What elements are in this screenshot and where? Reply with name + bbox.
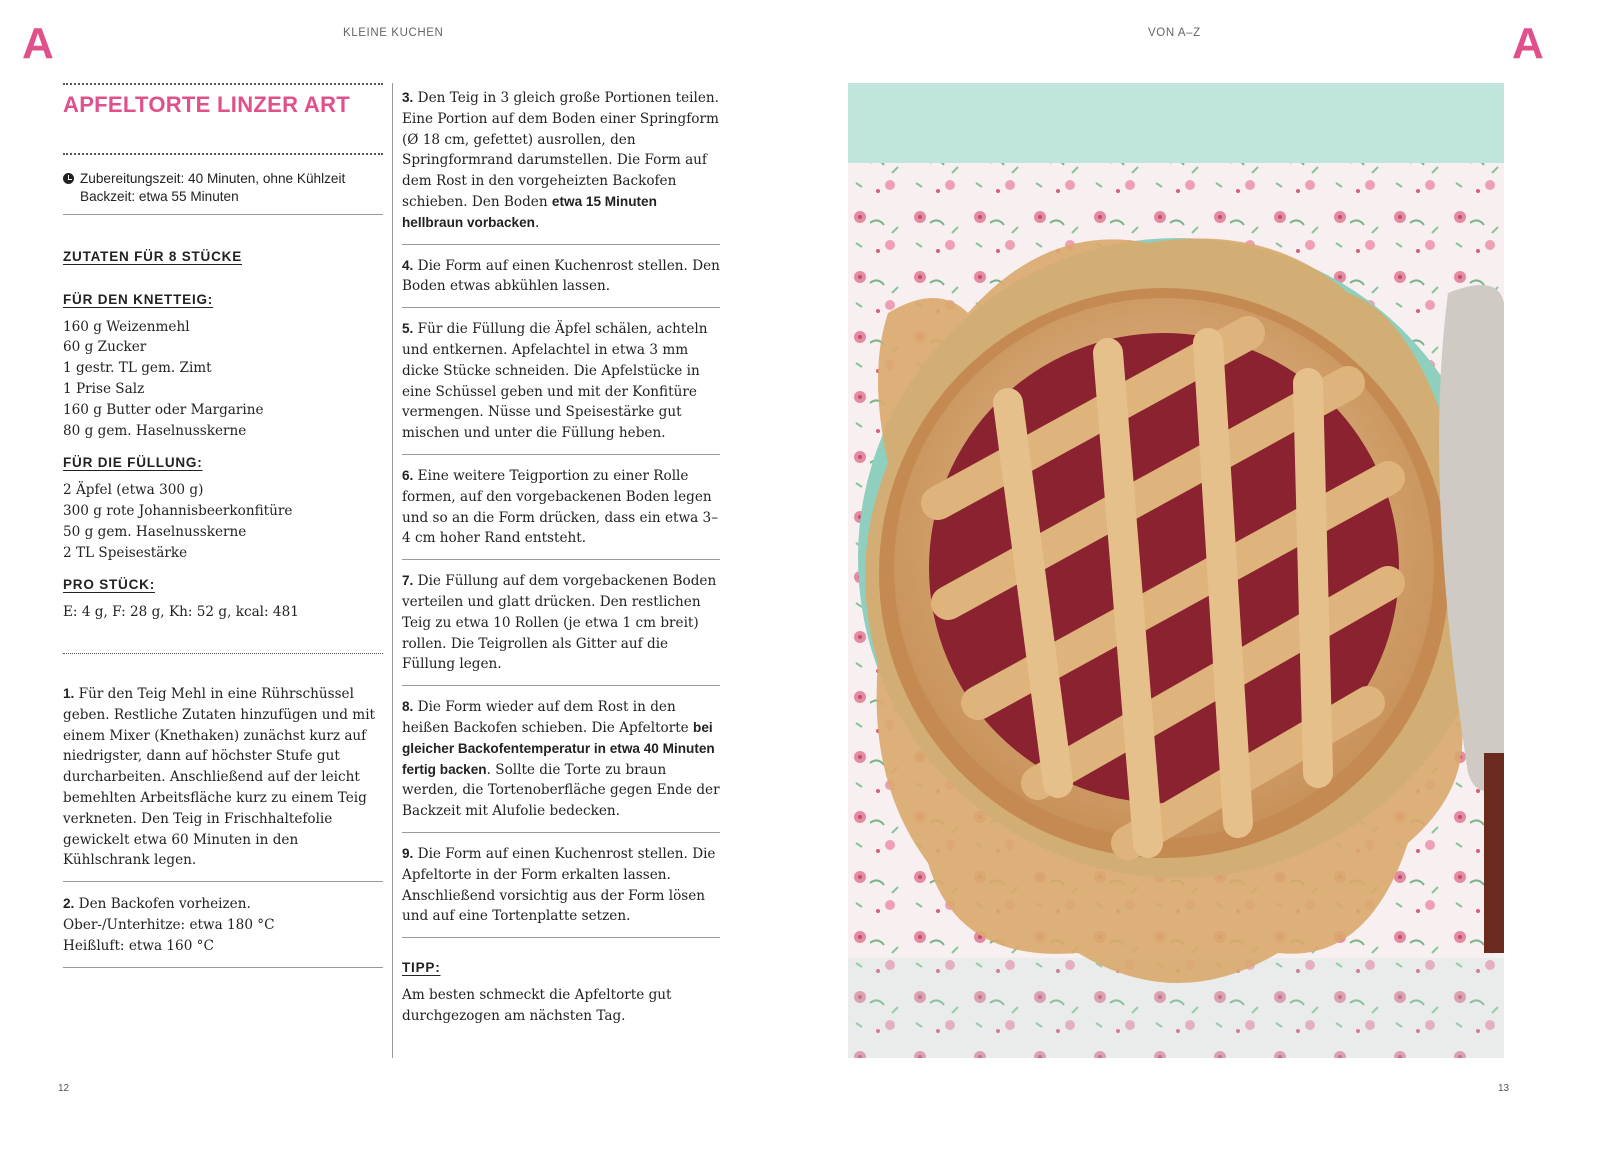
oven-setting: Heißluft: etwa 160 °C xyxy=(63,937,214,954)
ingredient-item: 160 g Weizenmehl xyxy=(63,318,190,335)
dotted-divider xyxy=(63,153,383,155)
apple-pie-photo xyxy=(848,83,1504,1058)
recipe-step-3 xyxy=(402,88,720,245)
recipe-step-1 xyxy=(63,684,383,882)
left-column xyxy=(63,83,383,979)
tip-heading: TIPP: xyxy=(402,960,441,976)
step-number: 9. xyxy=(402,845,414,861)
step-number: 5. xyxy=(402,321,414,337)
step-number: 7. xyxy=(402,573,414,589)
step-number: 6. xyxy=(402,467,414,483)
nutrition-heading: PRO STÜCK: xyxy=(63,577,155,593)
recipe-photo xyxy=(848,83,1504,1058)
recipe-step-5 xyxy=(402,319,720,455)
page-number-right: 13 xyxy=(1498,1083,1510,1094)
ingredients-heading: ZUTATEN FÜR 8 STÜCKE xyxy=(63,249,242,264)
clock-icon xyxy=(63,173,74,184)
filling-list xyxy=(63,480,383,563)
filling-heading: FÜR DIE FÜLLUNG: xyxy=(63,455,203,471)
step-text-end: . Sollte die Torte zu braun werden, die Tortenoberfläche gegen Ende der Backzeit mit Alufolie bedecken. xyxy=(402,761,720,820)
recipe-step-2 xyxy=(63,894,383,967)
step-number: 8. xyxy=(402,699,414,715)
step-text: Den Backofen vorheizen. xyxy=(78,896,251,913)
step-number: 3. xyxy=(402,90,414,105)
step-number: 1. xyxy=(63,685,75,701)
ingredient-item: 300 g rote Johannisbeerkonfitüre xyxy=(63,502,293,519)
dotted-divider xyxy=(63,653,383,654)
step-text: Die Füllung auf dem vorgebackenen Boden verteilen und glatt drücken. Den restlichen Teig zu etwa 10 Rollen (je etwa 1 cm breit) rollen. Die Teigrollen als Gitter auf die Füllung legen. xyxy=(402,573,717,673)
recipe-step-9 xyxy=(402,844,720,938)
page-number-left: 12 xyxy=(58,1083,70,1094)
ingredient-item: 1 gestr. TL gem. Zimt xyxy=(63,360,212,377)
dough-list xyxy=(63,317,383,442)
time-info xyxy=(63,170,383,206)
tip-text: Am besten schmeckt die Apfeltorte gut durchgezogen am nächsten Tag. xyxy=(402,986,672,1024)
ingredient-item: 80 g gem. Haselnusskerne xyxy=(63,422,247,439)
ingredient-item: 1 Prise Salz xyxy=(63,380,145,397)
step-text: Die Form auf einen Kuchenrost stellen. Die Apfeltorte in der Form erkalten lassen. Anschließend vorsichtig aus der Form lösen und auf eine Tortenplatte setzen. xyxy=(402,845,716,925)
recipe-step-6 xyxy=(402,466,720,560)
ingredient-item: 50 g gem. Haselnusskerne xyxy=(63,523,247,540)
prep-time: Zubereitungszeit: 40 Minuten, ohne Kühlzeit xyxy=(80,171,346,186)
chapter-letter-left: A xyxy=(22,19,54,68)
ingredient-item: 160 g Butter oder Margarine xyxy=(63,401,264,418)
middle-column xyxy=(402,88,720,1026)
column-rule xyxy=(392,83,393,1058)
step-text: Eine weitere Teigportion zu einer Rolle formen, auf den vorgebackenen Boden legen und so an die Form drücken, dass ein etwa 3–4 cm hoher Rand entsteht. xyxy=(402,467,719,547)
ingredient-item: 2 Äpfel (etwa 300 g) xyxy=(63,482,204,499)
step-text: Für den Teig Mehl in eine Rührschüssel geben. Restliche Zutaten hinzufügen und mit einem Mixer (Knethaken) zunächst kurz auf niedrigster, dann auf höchster Stufe gut durcharbeiten. Anschließend auf der leicht bemehlten Arbeitsfläche kurz zu einem Teig verkneten. Den Teig in Frischhaltefolie gewickelt etwa 60 Minuten in den Kühlschrank legen. xyxy=(63,685,376,869)
running-head-right: VON A–Z xyxy=(1148,27,1201,39)
dotted-divider xyxy=(63,83,383,85)
chapter-letter-right: A xyxy=(1512,19,1544,68)
recipe-step-7 xyxy=(402,571,720,686)
recipe-step-4 xyxy=(402,256,720,309)
bake-time: Backzeit: etwa 55 Minuten xyxy=(80,189,239,204)
ingredient-item: 2 TL Speisestärke xyxy=(63,544,188,561)
running-head-left: KLEINE KUCHEN xyxy=(343,27,444,39)
step-text: Für die Füllung die Äpfel schälen, achteln und entkernen. Apfelachtel in etwa 3 mm dicke Stücke schneiden. Die Apfelstücke in eine Schüssel geben und mit der Konfitüre vermengen. Nüsse und Speisestärke gut mischen und unter die Füllung heben. xyxy=(402,321,708,442)
step-number: 4. xyxy=(402,257,414,273)
step-text: Die Form auf einen Kuchenrost stellen. Den Boden etwas abkühlen lassen. xyxy=(402,257,720,295)
dough-heading: FÜR DEN KNETTEIG: xyxy=(63,291,214,307)
step-text: Den Teig in 3 gleich große Portionen teilen. Eine Portion auf dem Boden einer Springform (Ø 18 cm, gefettet) ausrollen, den Springformrand darumstellen. Die Form auf dem Rost in den vorgeheizten Backofen schieben. Den Boden xyxy=(402,90,719,210)
divider xyxy=(63,214,383,215)
nutrition-values: E: 4 g, F: 28 g, Kh: 52 g, kcal: 481 xyxy=(63,604,299,621)
step-emphasis: etwa 15 Minuten hellbraun vorbacken xyxy=(402,193,657,230)
recipe-step-8 xyxy=(402,697,720,833)
oven-setting: Ober-/Unterhitze: etwa 180 °C xyxy=(63,916,275,933)
step-text: Die Form wieder auf dem Rost in den heißen Backofen schieben. Die Apfeltorte xyxy=(402,699,694,736)
ingredient-item: 60 g Zucker xyxy=(63,339,147,356)
recipe-title: APFELTORTE LINZER ART xyxy=(63,92,350,117)
step-text-end: . xyxy=(534,214,540,231)
step-number: 2. xyxy=(63,896,75,912)
step-emphasis: bei gleicher Backofentemperatur in etwa 40 Minuten fertig backen xyxy=(402,719,715,777)
